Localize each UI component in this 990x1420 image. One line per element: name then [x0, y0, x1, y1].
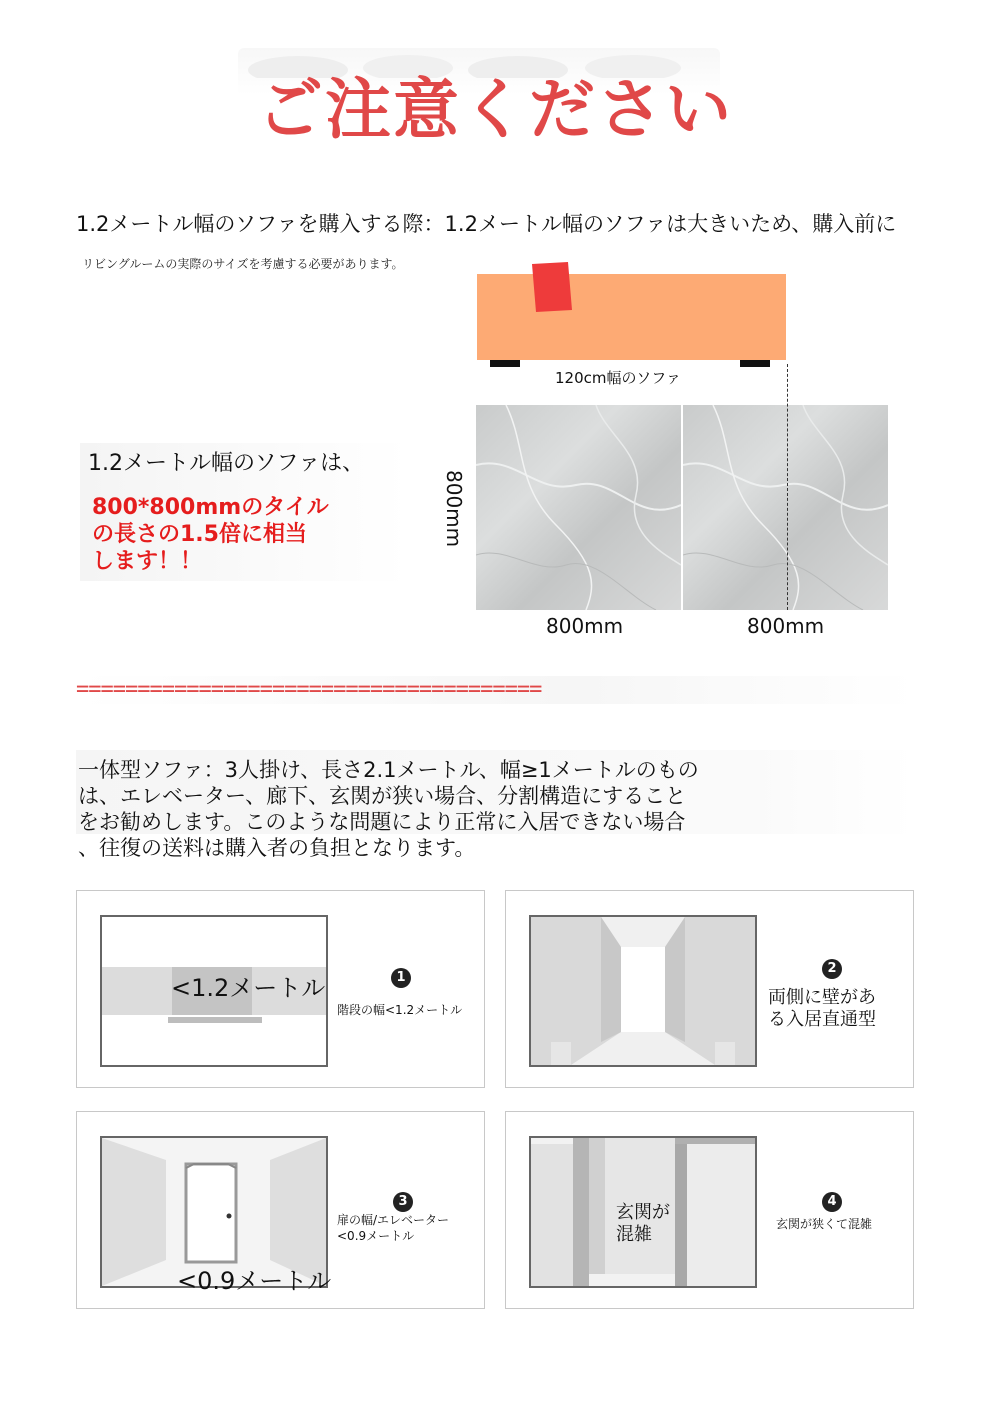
- marble-tile: [683, 405, 888, 610]
- step-number-2: 2: [822, 959, 842, 979]
- stairs-ledge: [168, 1017, 262, 1023]
- door-width-label: <0.9メートル: [177, 1267, 332, 1295]
- section2-text: 一体型ソファ：3人掛け、長さ2.1メートル、幅≥1メートルのもの は、エレベーター、廊下、玄関が狭い場合、分割構造にすること をお勧めします。このような問題により正常に入居できない場合 、往復の送料は購入者の負担となります。: [78, 758, 699, 860]
- sofa-cushion: [532, 262, 572, 312]
- corridor-icon: [531, 917, 755, 1065]
- sofa-illustration: [470, 258, 800, 370]
- note-highlight: 800*800mmのタイル の長さの1.5倍に相当 します！！: [92, 495, 329, 574]
- step-number-4: 4: [822, 1192, 842, 1212]
- panel-corridor: [505, 890, 914, 1088]
- marble-tile: [476, 405, 681, 610]
- sofa-label: 120cm幅のソファ: [555, 369, 681, 387]
- step-number-1: 1: [391, 968, 411, 988]
- dimension-tile1: 800mm: [546, 614, 624, 638]
- panel1-caption: 階段の幅<1.2メートル: [337, 1003, 463, 1017]
- room-icon: [102, 1138, 326, 1286]
- divider: ======================================: [76, 677, 542, 702]
- stairs-width-label: <1.2メートル: [171, 974, 326, 1002]
- panel-stairs: [76, 890, 485, 1088]
- panel4-caption: 玄関が狭くて混雑: [776, 1217, 873, 1231]
- sofa-arm: [477, 274, 535, 310]
- dimension-vertical: 800mm: [442, 470, 466, 548]
- section1-subheading: リビングルームの実際のサイズを考慮する必要があります。: [82, 257, 404, 271]
- sofa-leg-right: [740, 360, 770, 367]
- corridor-illustration: [529, 915, 757, 1067]
- sofa-leg-left: [490, 360, 520, 367]
- page-title: ご注意ください: [257, 71, 733, 148]
- door-knob-icon: [227, 1214, 232, 1219]
- measure-dashed-line: [787, 364, 788, 610]
- dimension-tile2: 800mm: [747, 614, 825, 638]
- panel-entrance: [505, 1111, 914, 1309]
- note-line: 1.2メートル幅のソファは、: [88, 451, 365, 476]
- entrance-label: 玄関が 混雑: [616, 1202, 670, 1245]
- panel-door: [76, 1111, 485, 1309]
- panel3-caption: 扉の幅/エレベーター <0.9メートル: [337, 1213, 450, 1243]
- section1-heading: 1.2メートル幅のソファを購入する際：1.2メートル幅のソファは大きいため、購入前に: [76, 212, 897, 236]
- panel2-caption: 両側に壁があ る入居直通型: [768, 987, 876, 1030]
- step-number-3: 3: [393, 1192, 413, 1212]
